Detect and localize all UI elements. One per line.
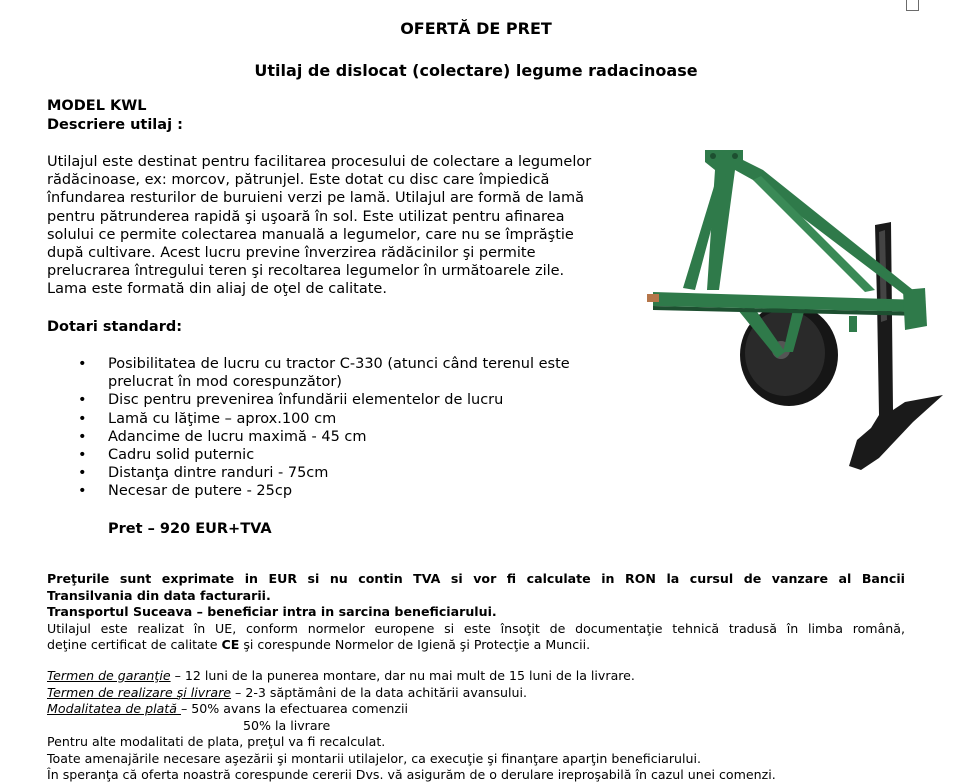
description-heading: Descriere utilaj : [47,117,183,133]
warranty-label: Termen de garanţie [47,668,171,683]
description-line: rădăcinoase, ex: morcov, pătrunjel. Este dotat cu disc care împiedică [47,172,550,189]
warranty-line: Termen de garanţie – 12 luni de la punerea montare, dar nu mai mult de 15 luni de la livrare. [47,668,635,683]
terms-line: Utilajul este realizat în UE, conform normelor europene si este însoţit de documentaţie tehnică tradusă în limba română, [47,620,905,636]
bullet-icon: • [78,447,87,464]
conditions [47,668,905,784]
list-item: • Cadru solid puternic [78,447,255,464]
model-name: MODEL KWL [47,98,147,114]
price: Pret – 920 EUR+TVA [108,521,272,537]
terms-line: Preţurile sunt exprimate in EUR si nu contin TVA si vor fi calculate in RON la cursul de vanzare al Bancii [47,571,905,586]
description-line: înfundarea resturilor de buruieni verzi pe lamă. Utilajul are formă de lamă [47,190,585,207]
list-item-continuation: prelucrat în mod corespunzător) [108,374,342,391]
closing-note: În speranţa că oferta noastră corespunde cererii Dvs. vă asigurăm de o derulare ireproşabilă în cazul unei comenzi. [47,767,776,782]
list-item: • Adancime de lucru maximă - 45 cm [78,428,367,445]
bullet-icon: • [78,410,87,427]
list-item: • Disc pentru prevenirea înfundării elementelor de lucru [78,392,504,409]
product-image [643,140,945,474]
payment-label: Modalitatea de plată [47,701,181,716]
bullet-icon: • [78,356,87,372]
bullet-icon: • [78,483,87,500]
list-item: • Distanţa dintre randuri - 75cm [78,465,329,482]
corner-checkbox[interactable] [906,0,919,11]
description-line: solului ce permite colectarea manuală a legumelor, care nu se împrăştie [47,226,574,243]
bullet-icon: • [78,428,87,445]
list-item: • Lamă cu lăţime – aprox.100 cm [78,410,337,427]
payment-line-2: 50% la livrare [243,717,331,733]
pricing-terms [47,571,905,654]
delivery-line: Termen de realizare şi livrare – 2-3 săptămâni de la data achitării avansului. [47,684,528,700]
description-line: după cultivare. Acest lucru previne înverzirea rădăcinilor şi permite [47,245,536,262]
payment-line: Modalitatea de plată – 50% avans la efectuarea comenzii [47,701,409,716]
description-line: prelucrarea întregului teren şi recoltarea legumelor în următoarele zile. [47,263,565,280]
description-line: Lama este formată din aliaj de oţel de calitate. [47,281,387,298]
standard-equipment-list [75,355,570,501]
recalc-note: Pentru alte modalitati de plata, preţul va fi recalculat. [47,734,386,749]
list-item: • Necesar de putere - 25cp [78,483,293,500]
page-subtitle: Utilaj de dislocat (colectare) legume radacinoase [254,61,698,80]
description-line: pentru pătrunderea rapidă şi uşoară în sol. Este utilizat pentru afinarea [47,208,565,225]
transport-note: Transportul Suceava – beneficiar intra in sarcina beneficiarului. [47,604,497,619]
list-item: • Posibilitatea de lucru cu tractor C-330 (atunci când terenul este [78,356,570,372]
installation-note: Toate amenajările necesare aşezării şi montarii utilajelor, ca execuţie şi finanţare aparţin beneficiarului. [47,750,702,766]
certification-line: deţine certificat de calitate CE şi corespunde Normelor de Igienă şi Protecţie a Muncii. [47,637,591,652]
description-line: Utilajul este destinat pentru facilitarea procesului de colectare a legumelor [47,154,592,170]
bullet-icon: • [78,465,87,482]
terms-line: Transilvania din data facturarii. [47,587,271,603]
standard-equipment-heading: Dotari standard: [47,319,183,335]
description-paragraph [47,153,627,299]
bullet-icon: • [78,392,87,409]
page-title: OFERTĂ DE PRET [400,19,552,38]
ce-mark: CE [221,637,240,652]
delivery-label: Termen de realizare şi livrare [47,684,232,700]
